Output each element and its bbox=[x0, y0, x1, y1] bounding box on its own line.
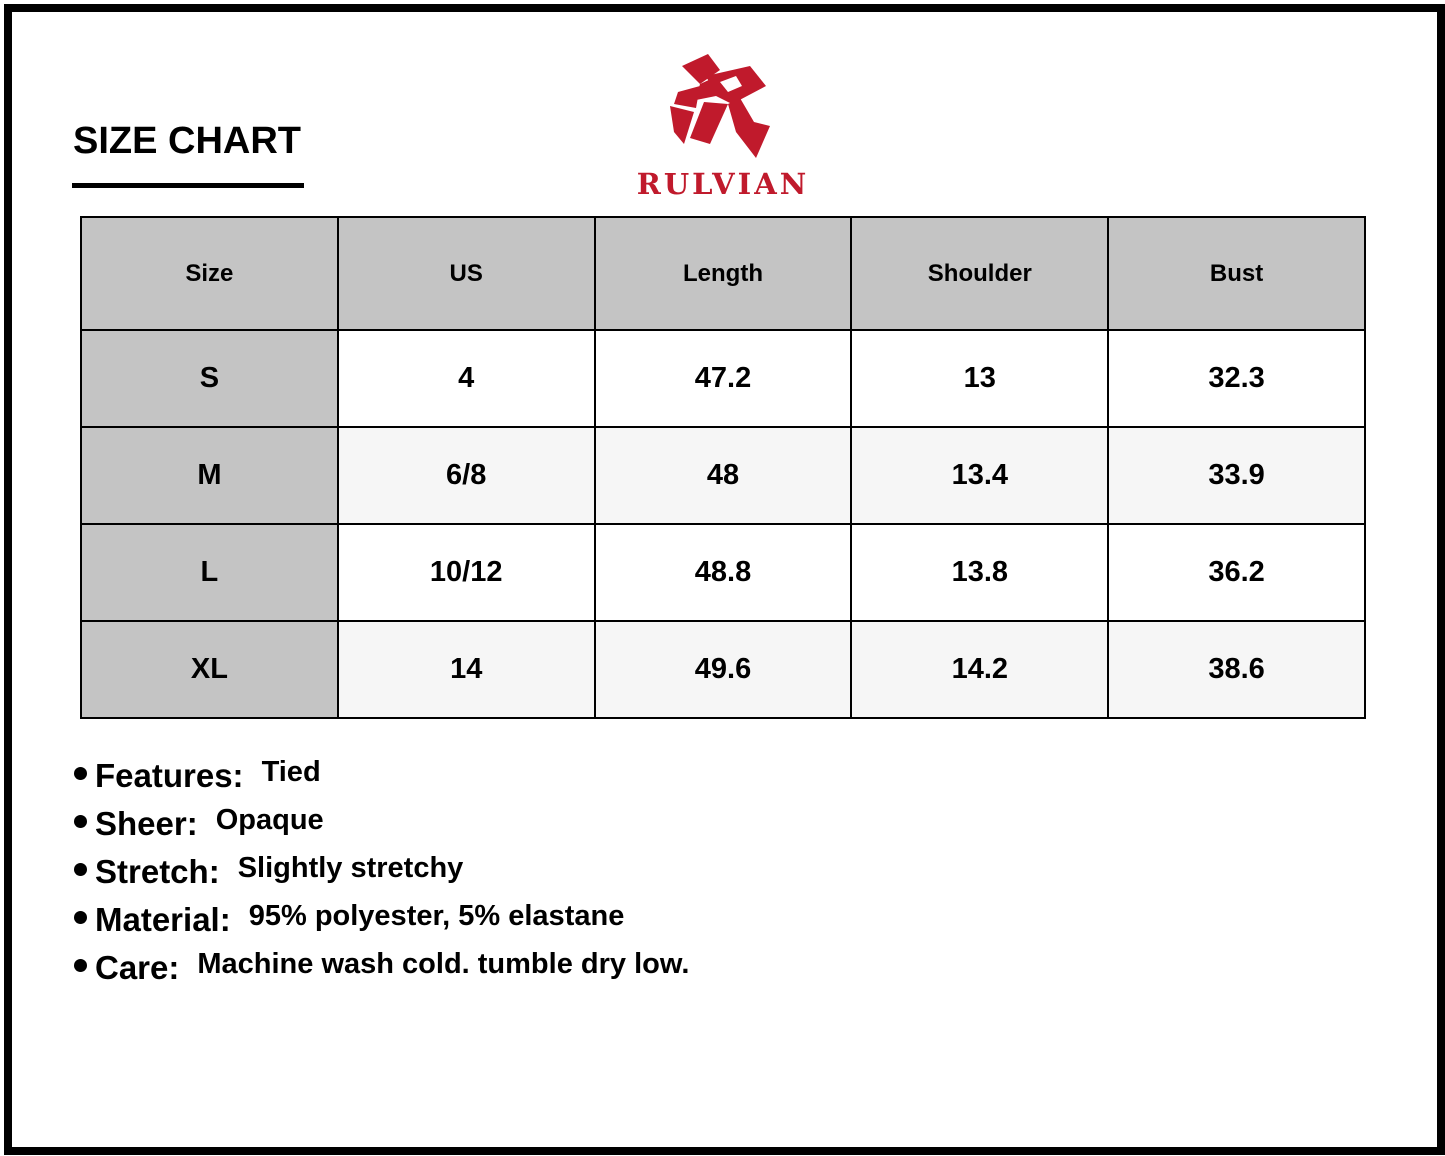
size-cell: L bbox=[81, 524, 338, 621]
feature-label: Material: bbox=[95, 901, 231, 938]
feature-list bbox=[70, 752, 689, 992]
column-header: Length bbox=[595, 217, 852, 330]
bullet-icon bbox=[74, 767, 87, 780]
brand-logo bbox=[620, 52, 826, 202]
feature-value: Tied bbox=[261, 755, 321, 788]
table-cell: 36.2 bbox=[1108, 524, 1365, 621]
size-cell: XL bbox=[81, 621, 338, 718]
size-cell: S bbox=[81, 330, 338, 427]
table-cell: 47.2 bbox=[595, 330, 852, 427]
table-cell: 10/12 bbox=[338, 524, 595, 621]
feature-label: Features: bbox=[95, 757, 244, 794]
table-row bbox=[81, 621, 1365, 718]
column-header: Size bbox=[81, 217, 338, 330]
table-cell: 13.4 bbox=[851, 427, 1108, 524]
size-table bbox=[80, 216, 1366, 719]
bullet-icon bbox=[74, 911, 87, 924]
table-cell: 38.6 bbox=[1108, 621, 1365, 718]
table-cell: 14 bbox=[338, 621, 595, 718]
list-item bbox=[70, 752, 689, 800]
table-cell: 4 bbox=[338, 330, 595, 427]
feature-label: Sheer: bbox=[95, 805, 198, 842]
r-monogram-icon bbox=[670, 52, 776, 164]
feature-value: 95% polyester, 5% elastane bbox=[248, 899, 625, 932]
table-cell: 33.9 bbox=[1108, 427, 1365, 524]
table-cell: 32.3 bbox=[1108, 330, 1365, 427]
table-cell: 14.2 bbox=[851, 621, 1108, 718]
bullet-icon bbox=[74, 959, 87, 972]
table-row bbox=[81, 524, 1365, 621]
table-header-row bbox=[81, 217, 1365, 330]
page-title: SIZE CHART bbox=[73, 120, 301, 162]
table-row bbox=[81, 330, 1365, 427]
list-item bbox=[70, 896, 689, 944]
table-cell: 13.8 bbox=[851, 524, 1108, 621]
column-header: US bbox=[338, 217, 595, 330]
table-cell: 48 bbox=[595, 427, 852, 524]
feature-value: Slightly stretchy bbox=[237, 851, 464, 884]
table-cell: 13 bbox=[851, 330, 1108, 427]
size-cell: M bbox=[81, 427, 338, 524]
table-cell: 49.6 bbox=[595, 621, 852, 718]
table-cell: 6/8 bbox=[338, 427, 595, 524]
feature-label: Care: bbox=[95, 949, 180, 986]
feature-value: Opaque bbox=[215, 803, 324, 836]
title-underline bbox=[72, 183, 304, 188]
feature-label: Stretch: bbox=[95, 853, 220, 890]
list-item bbox=[70, 848, 689, 896]
list-item bbox=[70, 800, 689, 848]
bullet-icon bbox=[74, 863, 87, 876]
feature-value: Machine wash cold. tumble dry low. bbox=[197, 947, 690, 980]
column-header: Shoulder bbox=[851, 217, 1108, 330]
bullet-icon bbox=[74, 815, 87, 828]
list-item bbox=[70, 944, 689, 992]
table-cell: 48.8 bbox=[595, 524, 852, 621]
table-row bbox=[81, 427, 1365, 524]
brand-name: RULVIAN bbox=[636, 167, 810, 201]
column-header: Bust bbox=[1108, 217, 1365, 330]
